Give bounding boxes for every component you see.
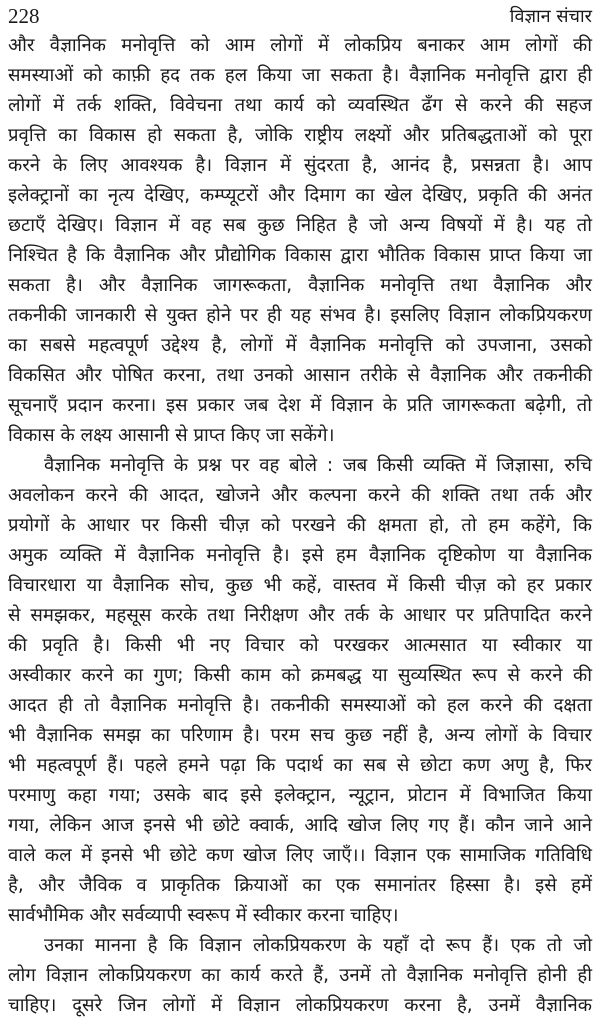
text-line: चाहिए। दूसरे जिन लोगों में विज्ञान लोकप्रियकरण करना है, उनमें वैज्ञानिक <box>8 995 592 1016</box>
text-line: सूचनाएँ प्रदान करना। इस प्रकार जब देश में विज्ञान के प्रति जागरूकता बढ़ेगी, तो <box>8 395 592 416</box>
text-line: की प्रवृति है। किसी भी नए विचार को परखकर आत्मसात या स्वीकार या <box>8 635 592 656</box>
text-line: भी वैज्ञानिक समझ का परिणाम है। परम सच कुछ नहीं है, अन्य लोगों के विचार <box>8 725 592 746</box>
page-header <box>8 0 592 32</box>
text-line: अमुक व्यक्ति में वैज्ञानिक मनोवृत्ति है। इसे हम वैज्ञानिक दृष्टिकोण या वैज्ञानिक <box>8 545 592 566</box>
text-line: का सबसे महत्वपूर्ण उद्देश्य है, लोगों में वैज्ञानिक मनोवृत्ति को उपजाना, उसको <box>8 335 592 356</box>
text-line: आदत ही तो वैज्ञानिक मनोवृत्ति है। तकनीकी समस्याओं को हल करने की दक्षता <box>8 695 592 716</box>
text-line: समस्याओं को काफ़ी हद तक हल किया जा सकता है। वैज्ञानिक मनोवृत्ति द्वारा ही <box>8 65 592 86</box>
body-text <box>8 31 592 1021</box>
text-line: प्रवृत्ति का विकास हो सकता है, जोकि राष्ट्रीय लक्ष्यों और प्रतिबद्धताओं को पूरा <box>8 125 592 146</box>
text-line: परमाणु कहा गया; उसके बाद इसे इलेक्ट्रान, न्यूट्रान, प्रोटान में विभाजित किया <box>8 785 592 806</box>
text-line: वैज्ञानिक मनोवृत्ति के प्रश्न पर वह बोले : जब किसी व्यक्ति में जिज्ञासा, रुचि <box>44 455 592 476</box>
text-line: अवलोकन करने की आदत, खोजने और कल्पना करने की शक्ति तथा तर्क और <box>8 485 592 506</box>
text-line: सकता है। और वैज्ञानिक जागरूकता, वैज्ञानिक मनोवृत्ति तथा वैज्ञानिक और <box>8 275 592 296</box>
text-line: अस्वीकार करने का गुण; किसी काम को क्रमबद्ध या सुव्यस्थित रूप से करने की <box>8 665 592 686</box>
text-line: प्रयोगों के आधार पर किसी चीज़ को परखने की क्षमता हो, तो हम कहेंगे, कि <box>8 515 592 536</box>
text-line: करने के लिए आवश्यक है। विज्ञान में सुंदरता है, आनंद है, प्रसन्नता है। आप <box>8 155 592 176</box>
text-line: गया, लेकिन आज इनसे भी छोटे क्वार्क, आदि खोज लिए गए हैं। कौन जाने आने <box>8 815 592 836</box>
text-line: तकनीकी जानकारी से युक्त होने पर ही यह संभव है। इसलिए विज्ञान लोकप्रियकरण <box>8 305 592 326</box>
page-number: 228 <box>8 3 40 28</box>
running-title: विज्ञान संचार <box>509 6 592 27</box>
text-line: भी महत्वपूर्ण हैं। पहले हमने पढ़ा कि पदार्थ का सब से छोटा कण अणु है, फिर <box>8 755 592 776</box>
text-line: विकसित और पोषित करना, तथा उनको आसान तरीके से वैज्ञानिक और तकनीकी <box>8 365 592 386</box>
text-line: विचारधारा या वैज्ञानिक सोच, कुछ भी कहें, वास्तव में किसी चीज़ को हर प्रकार <box>8 575 592 596</box>
text-line: निश्चित है कि वैज्ञानिक और प्रौद्योगिक विकास द्वारा भौतिक विकास प्राप्त किया जा <box>8 245 592 266</box>
text-line: सार्वभौमिक और सर्वव्यापी स्वरूप में स्वीकार करना चाहिए। <box>8 905 399 926</box>
text-line: छटाएँ देखिए। विज्ञान में वह सब कुछ निहित है जो अन्य विषयों में है। यह तो <box>8 215 592 236</box>
text-line: से समझकर, महसूस करके तथा निरीक्षण और तर्क के आधार पर प्रतिपादित करने <box>8 605 592 626</box>
text-line: है, और जैविक व प्राकृतिक क्रियाओं का एक समानांतर हिस्सा है। इसे हमें <box>8 875 592 896</box>
text-line: वाले कल में इनसे भी छोटे कण खोज लिए जाएँ।। विज्ञान एक सामाजिक गतिविधि <box>8 845 592 866</box>
text-line: विकास के लक्ष्य आसानी से प्राप्त किए जा सकेंगे। <box>8 425 335 446</box>
text-line: लोगों में तर्क शक्ति, विवेचना तथा कार्य को व्यवस्थित ढँग से करने की सहज <box>8 95 592 116</box>
text-line: उनका मानना है कि विज्ञान लोकप्रियकरण के यहाँ दो रूप हैं। एक तो जो <box>44 935 592 956</box>
text-line: लोग विज्ञान लोकप्रियकरण का कार्य करते हैं, उनमें तो वैज्ञानिक मनोवृत्ति होनी ही <box>8 965 592 986</box>
text-line: इलेक्ट्रानों का नृत्य देखिए, कम्प्यूटरों और दिमाग का खेल देखिए, प्रकृति की अनंत <box>8 185 592 206</box>
text-line: और वैज्ञानिक मनोवृत्ति को आम लोगों में लोकप्रिय बनाकर आम लोगों की <box>8 35 592 56</box>
